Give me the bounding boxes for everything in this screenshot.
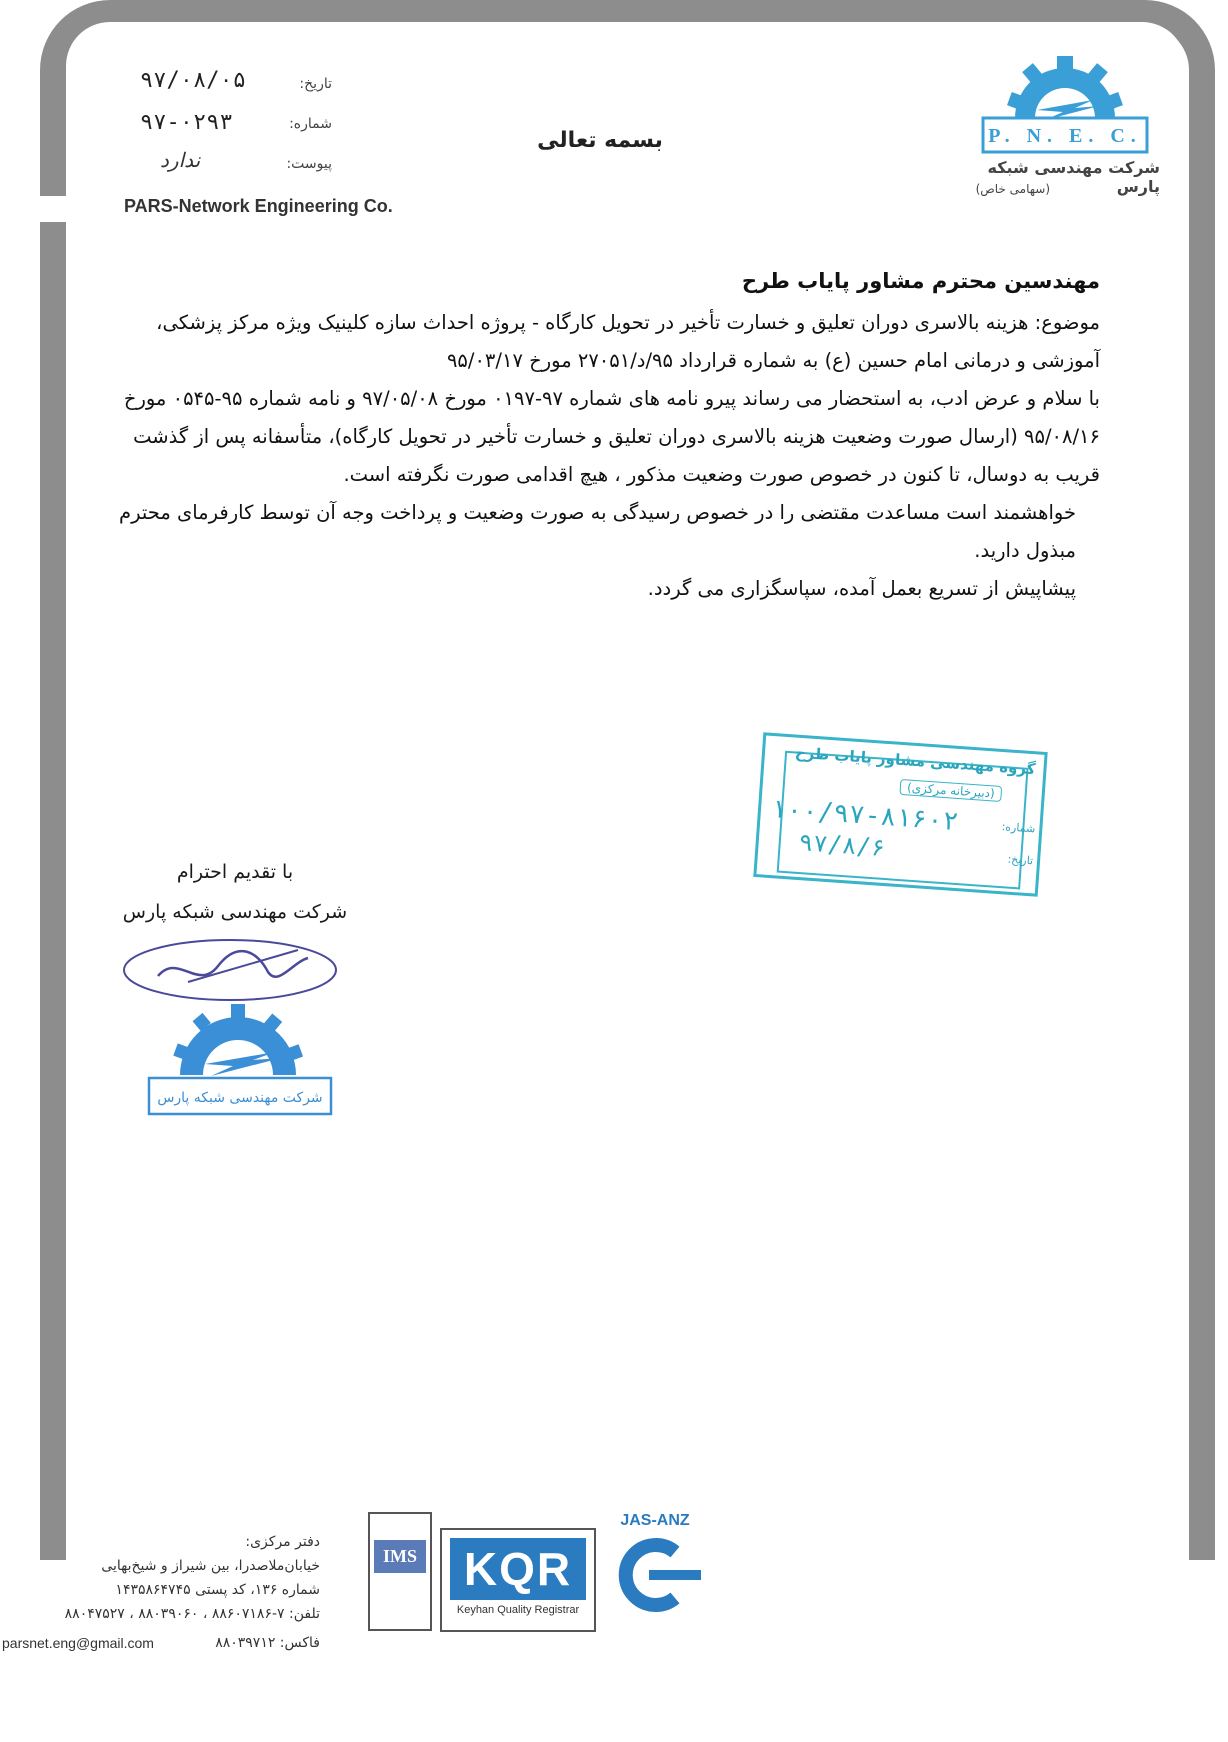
closing-company: شرکت مهندسی شبکه پارس — [122, 901, 348, 923]
stamp-date: ۹۷/۸/۶ — [797, 828, 887, 862]
stamp-subtitle: (دبیرخانه مرکزی) — [900, 779, 1003, 802]
fax-number: فاکس: ۸۸۰۳۹۷۱۲ — [215, 1635, 320, 1651]
phone-numbers: تلفن: ۷-۸۸۶۰۷۱۸۶ ، ۸۸۰۳۹۰۶۰ ، ۸۸۰۴۷۵۲۷ — [64, 1606, 320, 1622]
company-seal — [145, 1000, 335, 1120]
logo-company-name: شرکت مهندسی شبکه پارس — [987, 158, 1160, 196]
attachment-label: پیوست: — [286, 156, 332, 172]
email-address: parsnet.eng@gmail.com — [2, 1635, 154, 1651]
kqr-cert-logo — [440, 1528, 596, 1632]
address-line-2: شماره ۱۳۶، کد پستی ۱۴۳۵۸۶۴۷۴۵ — [115, 1582, 320, 1598]
receipt-stamp — [753, 732, 1047, 897]
stamp-number: ۱۰۰/۹۷-۸۱۶۰۲ — [770, 793, 960, 838]
office-label: دفتر مرکزی: — [245, 1534, 320, 1550]
stamp-title: گروه مهندسی مشاور پایاب طرح — [794, 743, 1037, 779]
logo-text: P. N. E. C. — [988, 125, 1142, 147]
jas-anz-cert-logo — [605, 1512, 705, 1632]
company-name-en: PARS-Network Engineering Co. — [118, 196, 430, 220]
ims-label: IMS — [374, 1540, 426, 1573]
stamp-date-label: تاریخ: — [1007, 852, 1034, 868]
number-label: شماره: — [289, 116, 332, 132]
paragraph-1: با سلام و عرض ادب، به استحضار می رساند پیرو نامه های شماره ۹۷-۰۱۹۷ مورخ ۹۷/۰۵/۰۸ و نامه شماره ۹۵-۰۵۴۵ مورخ ۹۵/۰۸/۱۶ (ارسال صورت وضعیت هزینه بالاسری دوران تعلیق و خسارت تأخیر در تحویل کارگاه)، متأسفانه پس از گذشت قریب به دوسال، تا کنون در خصوص صورت وضعیت مذکور ، هیچ اقدامی صورت نگرفته است. — [123, 387, 1100, 486]
basmala: بسمه تعالی — [537, 128, 663, 153]
attachment-value: ندارد — [160, 148, 201, 172]
address-line-1: خیابان‌ملاصدرا، بین شیراز و شیخ‌بهایی — [101, 1558, 320, 1574]
seal-text: شرکت مهندسی شبکه پارس — [157, 1090, 323, 1106]
letter-body — [115, 262, 1100, 608]
frame-gap — [0, 196, 115, 222]
kqr-label: KQR — [450, 1538, 586, 1600]
paragraph-2: خواهشمند است مساعدت مقتضی را در خصوص رسیدگی به صورت وضعیت و پرداخت وجه آن توسط کارفرمای محترم مبذول دارید. — [119, 501, 1076, 562]
closing — [95, 852, 375, 932]
jas-label: JAS-ANZ — [620, 1512, 690, 1529]
closing-regards: با تقدیم احترام — [176, 861, 294, 883]
ims-cert-logo — [368, 1512, 432, 1631]
number-value: ۹۷-۰۲۹۳ — [140, 110, 233, 135]
date-value: ۹۷/۰۸/۰۵ — [140, 68, 246, 93]
recipient: مهندسین محترم مشاور پایاب طرح — [741, 269, 1100, 293]
logo-company-type: (سهامی خاص) — [975, 182, 1050, 196]
subject: موضوع: هزینه بالاسری دوران تعلیق و خسارت تأخیر در تحویل کارگاه - پروژه احداث سازه کلینیک ویژه مرکز پزشکی، آموزشی و درمانی امام حسین (ع) به شماره قرارداد ۹۵/د/۲۷۰۵۱ مورخ ۹۵/۰۳/۱۷ — [156, 311, 1100, 372]
jas-anz-mark-icon — [605, 1530, 705, 1620]
pnec-gear-logo — [975, 38, 1155, 163]
stamp-number-label: شماره: — [1001, 820, 1036, 836]
paragraph-3: پیشاپیش از تسریع بعمل آمده، سپاسگزاری می گردد. — [647, 577, 1076, 600]
kqr-subtitle: Keyhan Quality Registrar — [456, 1604, 580, 1616]
footer-address — [0, 1530, 320, 1626]
date-label: تاریخ: — [299, 76, 332, 92]
handwritten-signature — [118, 932, 343, 1010]
